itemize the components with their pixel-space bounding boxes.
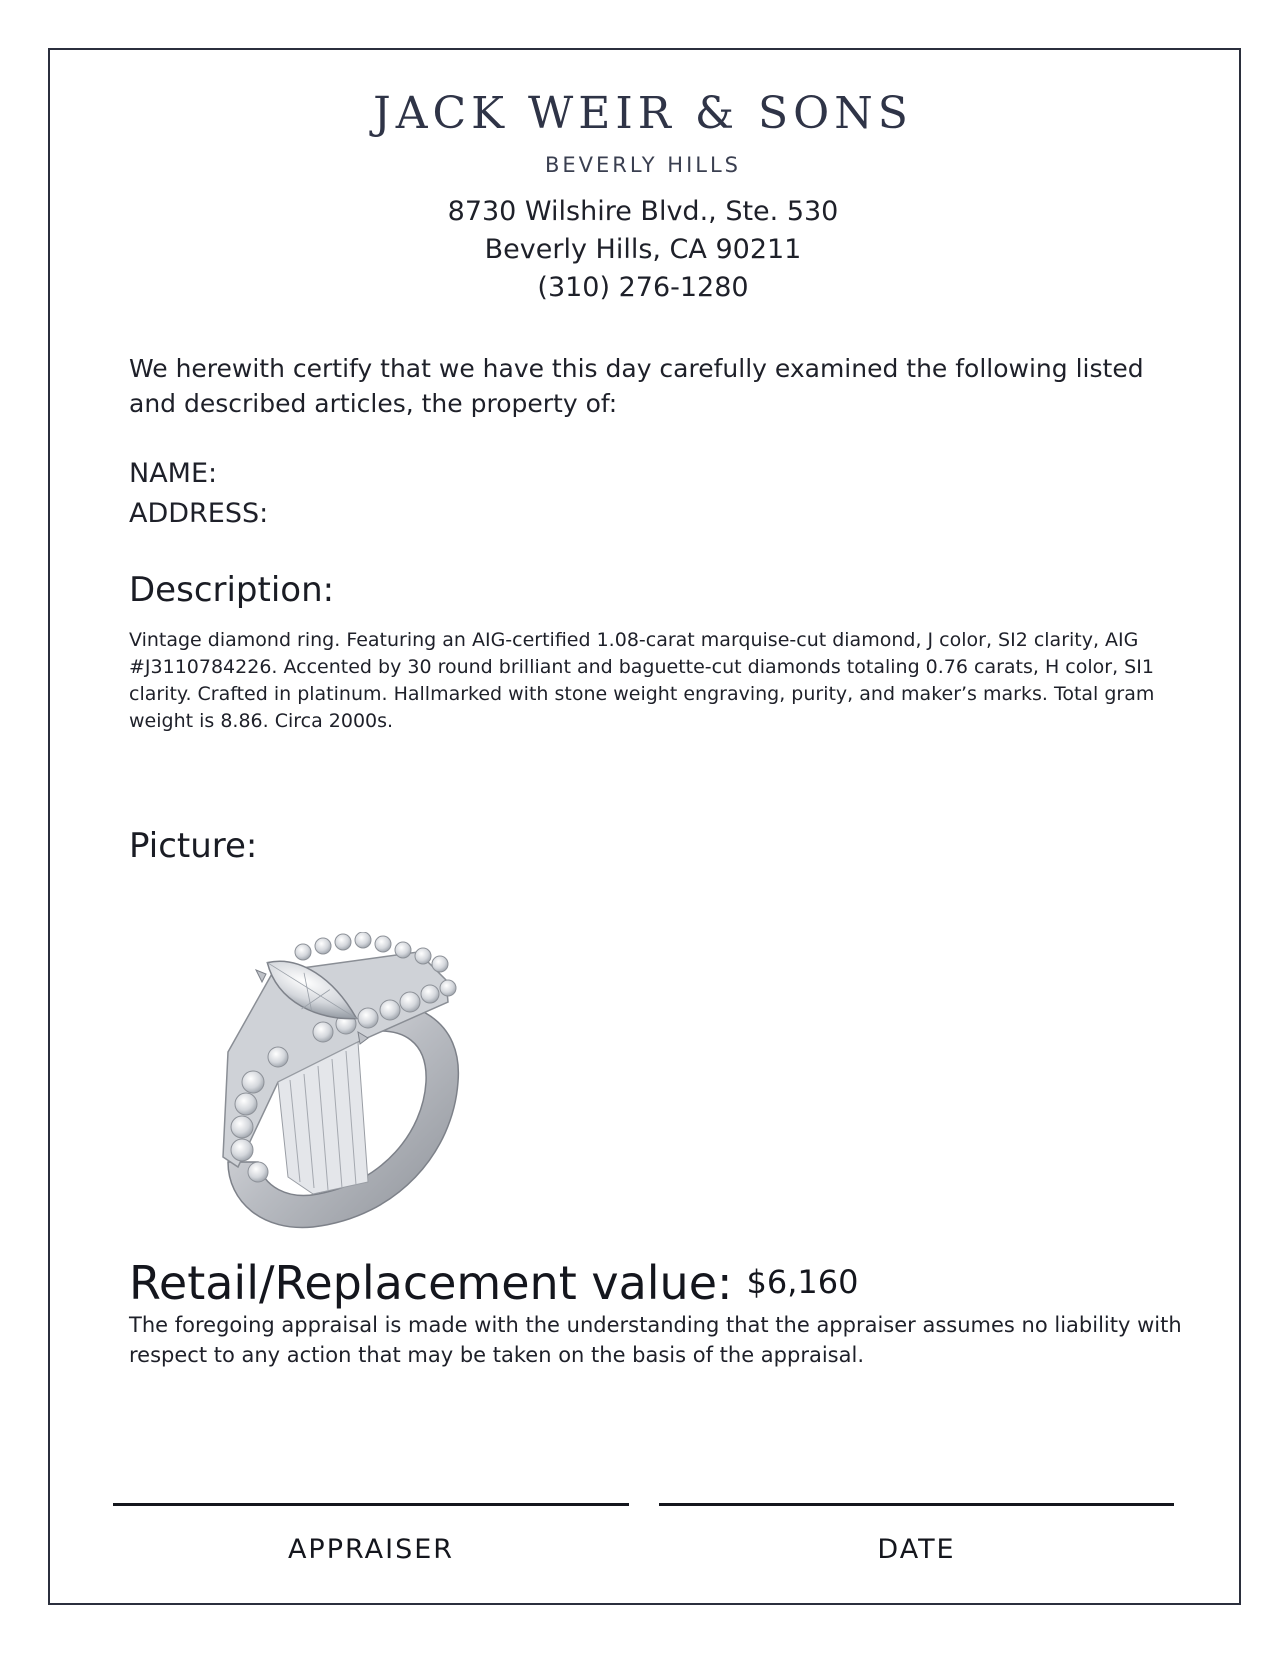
brand-name: JACK WEIR & SONS	[373, 88, 913, 139]
valuation-label: Retail/Replacement value:	[129, 1256, 733, 1310]
phone-number: (310) 276-1280	[537, 272, 749, 303]
valuation-row	[129, 1256, 858, 1310]
description-heading: Description:	[129, 570, 335, 610]
appraiser-label: APPRAISER	[287, 1534, 455, 1565]
description-text: Vintage diamond ring. Featuring an AIG-certified 1.08-carat marquise-cut diamond, J color, SI2 clarity, AIG #J3110784226. Accented by 30 round brilliant and baguette-cut diamonds totaling 0.76 carats, H color, SI1 clarity. Crafted in platinum. Hallmarked with stone weight engraving, purity, and maker’s marks. Total gram weight is 8.86. Circa 2000s.	[129, 629, 1155, 732]
disclaimer-text: The foregoing appraisal is made with the understanding that the appraiser assumes no liability with respect to any action that may be taken on the basis of the appraisal.	[129, 1313, 1182, 1367]
date-signature-line	[659, 1503, 1174, 1506]
owner-address-label: ADDRESS:	[129, 498, 269, 529]
date-label: DATE	[877, 1534, 956, 1565]
address-line-2: Beverly Hills, CA 90211	[484, 234, 802, 265]
address-line-1: 8730 Wilshire Blvd., Ste. 530	[447, 196, 839, 227]
owner-name-label: NAME:	[129, 458, 218, 489]
appraiser-signature-line	[113, 1503, 629, 1506]
valuation-amount: $6,160	[746, 1263, 859, 1301]
certification-statement: We herewith certify that we have this day carefully examined the following listed and described articles, the property of:	[129, 354, 1144, 418]
diamond-ring-image	[218, 932, 468, 1234]
brand-city: BEVERLY HILLS	[544, 153, 742, 177]
picture-heading: Picture:	[129, 826, 258, 866]
